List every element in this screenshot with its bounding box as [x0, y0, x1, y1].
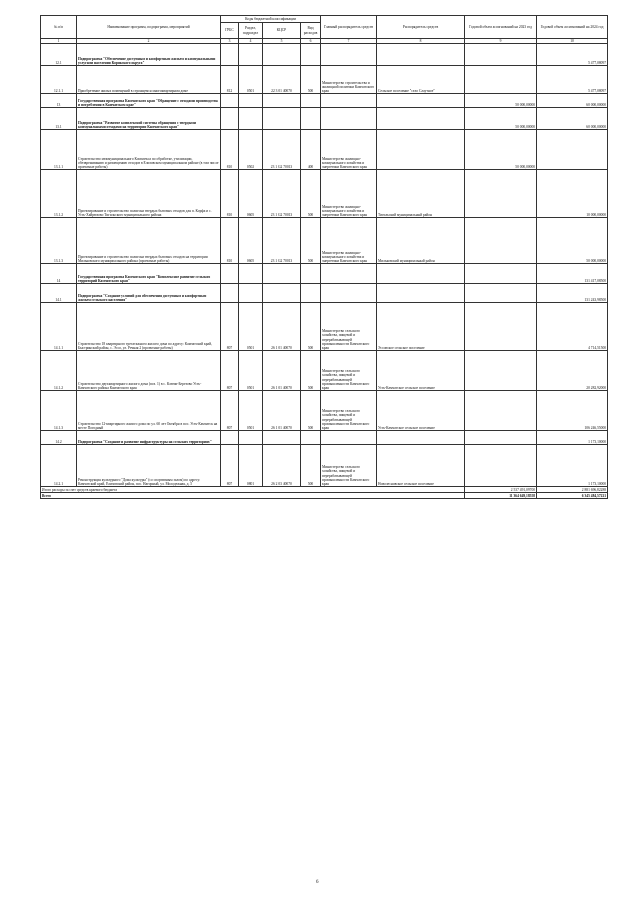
row-sum-2024: 60 000,00000	[537, 108, 608, 130]
row-recipient: Новолесновское сельское поселение	[377, 445, 465, 487]
row-admin: Министерство сельского хозяйства, пищевой и перерабатывающей промышленности Камчатского края	[321, 445, 377, 487]
row-num: 13	[41, 94, 77, 108]
table-row	[41, 94, 608, 108]
row-sum-2023	[465, 303, 537, 351]
row-sum-2024: 131 417,08500	[537, 264, 608, 284]
row-kvr	[301, 431, 321, 445]
row-name: Подпрограмма "Обеспечение доступным и комфортным жильем и коммунальными услугами населения Корякского округа"	[77, 44, 221, 66]
row-recipient	[377, 431, 465, 445]
row-sum-2023	[465, 391, 537, 431]
row-name: Государственная программа Камчатского края "Обращение с отходами производства и потребления в Камчатском крае"	[77, 94, 221, 108]
row-sum-2024: 4 714,51500	[537, 303, 608, 351]
row-sum-2023	[465, 431, 537, 445]
row-admin: Министерство жилищно-коммунального хозяйства и энергетики Камчатского края	[321, 130, 377, 170]
row-kcsr	[263, 44, 301, 66]
row-admin	[321, 108, 377, 130]
row-num: 13.1.2	[41, 170, 77, 218]
header-grbs: ГРБС	[221, 23, 239, 39]
column-number: 1	[41, 39, 77, 44]
row-sum-2024: 1 173,10000	[537, 445, 608, 487]
table-row	[41, 264, 608, 284]
row-grbs: 807	[221, 445, 239, 487]
row-sum-2024	[537, 130, 608, 170]
row-sum-2024: 50 000,00000	[537, 218, 608, 264]
column-number: 6	[301, 39, 321, 44]
row-admin	[321, 431, 377, 445]
row-admin	[321, 264, 377, 284]
row-admin: Министерство сельского хозяйства, пищевой и перерабатывающей промышленности Камчатского края	[321, 391, 377, 431]
header-admin: Главный распорядитель средств	[321, 16, 377, 39]
row-kvr: 500	[301, 303, 321, 351]
row-kcsr	[263, 264, 301, 284]
row-sum-2024: 20 282,92000	[537, 351, 608, 391]
header-sum-2024: Годовой объем ассигнований на 2024 год	[537, 16, 608, 39]
header-section: Раздел, подраздел	[239, 23, 263, 39]
row-section: 0501	[239, 303, 263, 351]
row-num: 14.2	[41, 431, 77, 445]
header-recipient: Распорядитель средств	[377, 16, 465, 39]
row-recipient	[377, 44, 465, 66]
row-name: Проектирование и строительство полигона твердых бытовых отходов на территории Мильковского муниципального района (проектные работы)	[77, 218, 221, 264]
row-sum-2023	[465, 351, 537, 391]
row-section: 0502	[239, 130, 263, 170]
row-num: 14	[41, 264, 77, 284]
page-number: 6	[316, 880, 319, 885]
row-sum-2024: 5 477,08097	[537, 44, 608, 66]
subtotal-sum-2023: 2 537 491,09700	[465, 487, 537, 493]
row-sum-2023	[465, 445, 537, 487]
row-admin	[321, 284, 377, 303]
row-section	[239, 284, 263, 303]
row-recipient: Усть-Камчатское сельское поселение	[377, 391, 465, 431]
header-name: Наименование программ, подпрограмм, мероприятий	[77, 16, 221, 39]
row-sum-2023: 50 000,00000	[465, 94, 537, 108]
row-name: Строительство межмуниципального Комплекса по обработке, утилизации, обезвреживанию и размещению отходов в Елизовском муниципальном районе (в том числе проектные работы)	[77, 130, 221, 170]
row-name: Подпрограмма "Создание условий для обеспечения доступным и комфортным жильем сельского населения"	[77, 284, 221, 303]
row-name: Государственная программа Камчатского края "Комплексное развитие сельских территорий Камчатского края"	[77, 264, 221, 284]
row-kcsr	[263, 431, 301, 445]
row-grbs	[221, 431, 239, 445]
total-sum-2024: 6 345 484,57221	[537, 493, 608, 499]
row-sum-2023	[465, 264, 537, 284]
row-num: 13.1.3	[41, 218, 77, 264]
row-sum-2024: 131 243,98500	[537, 284, 608, 303]
row-kcsr: 23 1 G2 70013	[263, 130, 301, 170]
row-kvr: 500	[301, 66, 321, 94]
row-grbs: 810	[221, 130, 239, 170]
row-section: 0605	[239, 170, 263, 218]
row-grbs: 812	[221, 66, 239, 94]
total-sum-2023: 11 364 649,18558	[465, 493, 537, 499]
table-row	[41, 108, 608, 130]
row-section: 0501	[239, 351, 263, 391]
row-grbs	[221, 94, 239, 108]
row-grbs	[221, 264, 239, 284]
row-name: Реконструкция культурного "Дома культуры" (со спортивным залом) по адресу: Камчатский край, Елизовский район, пос. Нагорный, ул. Молодежная, д. 5	[77, 445, 221, 487]
row-kvr: 400	[301, 130, 321, 170]
row-section	[239, 108, 263, 130]
column-number: 8	[377, 39, 465, 44]
row-num: 14.1.3	[41, 391, 77, 431]
column-number: 5	[263, 39, 301, 44]
row-num: 14.1.2	[41, 351, 77, 391]
row-kvr: 500	[301, 351, 321, 391]
row-name: Проектирование и строительство полигона твердых бытовых отходов для п. Корфа и с. Усть-Хайрюзово Тигильского муниципального района	[77, 170, 221, 218]
header-num: № п/п	[41, 16, 77, 39]
row-recipient	[377, 108, 465, 130]
row-sum-2023	[465, 284, 537, 303]
budget-table	[40, 15, 608, 499]
row-sum-2023: 50 000,00000	[465, 108, 537, 130]
header-codes: Коды бюджетной классификации	[221, 16, 321, 23]
row-section	[239, 431, 263, 445]
row-recipient	[377, 284, 465, 303]
row-section	[239, 94, 263, 108]
row-kvr: 500	[301, 218, 321, 264]
row-sum-2024: 1 173,10000	[537, 431, 608, 445]
row-kcsr: 22 3 01 40070	[263, 66, 301, 94]
row-kcsr: 26 1 01 40070	[263, 391, 301, 431]
row-sum-2023	[465, 66, 537, 94]
row-admin	[321, 94, 377, 108]
row-sum-2023	[465, 170, 537, 218]
row-recipient: Эссовское сельское поселение	[377, 303, 465, 351]
row-name: Строительство 18 квартирного трехэтажного жилого дома по адресу: Камчатский край, Быстринский район, с. Эссо, ул. Речная 2 (проектные работы)	[77, 303, 221, 351]
row-name: Строительство 12-квартирного жилого дома по ул. 60 лет Октября в пос. Усть-Камчатск на месте Погодный	[77, 391, 221, 431]
row-kcsr: 26 1 01 40070	[263, 303, 301, 351]
row-kvr	[301, 108, 321, 130]
row-admin: Министерство жилищно-коммунального хозяйства и энергетики Камчатского края	[321, 218, 377, 264]
row-kcsr: 23 1 G2 70013	[263, 170, 301, 218]
row-section	[239, 44, 263, 66]
row-section: 0501	[239, 391, 263, 431]
row-grbs	[221, 44, 239, 66]
row-kcsr	[263, 284, 301, 303]
total-row	[41, 493, 608, 499]
table-row	[41, 445, 608, 487]
row-recipient	[377, 264, 465, 284]
row-sum-2023	[465, 44, 537, 66]
row-admin: Министерство жилищно-коммунального хозяйства и энергетики Камчатского края	[321, 170, 377, 218]
row-num: 13.1.1	[41, 130, 77, 170]
header-kvr: Вид расходов	[301, 23, 321, 39]
row-section: 0605	[239, 218, 263, 264]
row-name: Подпрограмма "Создание и развитие инфраструктуры на сельских территориях"	[77, 431, 221, 445]
row-grbs	[221, 108, 239, 130]
table-row	[41, 66, 608, 94]
row-sum-2024: 5 477,08097	[537, 66, 608, 94]
row-admin: Министерство сельского хозяйства, пищевой и перерабатывающей промышленности Камчатского края	[321, 303, 377, 351]
row-grbs: 810	[221, 170, 239, 218]
row-grbs	[221, 284, 239, 303]
row-name: Строительство двухквартирного жилого дома (поз. 1) в с. Ключи-Березово Усть-Камчатского района Камчатского края	[77, 351, 221, 391]
subtotal-label: Итого расходы за счет средств краевого бюджета	[41, 487, 465, 493]
row-kvr	[301, 44, 321, 66]
row-sum-2024: 10 000,00000	[537, 170, 608, 218]
row-kvr: 500	[301, 391, 321, 431]
row-sum-2023: 50 000,00000	[465, 130, 537, 170]
row-admin	[321, 44, 377, 66]
row-recipient	[377, 130, 465, 170]
row-kvr: 500	[301, 170, 321, 218]
row-num: 14.1.1	[41, 303, 77, 351]
column-number: 10	[537, 39, 608, 44]
row-kvr	[301, 264, 321, 284]
column-number: 7	[321, 39, 377, 44]
table-row	[41, 170, 608, 218]
row-section: 0801	[239, 445, 263, 487]
row-kcsr	[263, 108, 301, 130]
row-num: 12.1	[41, 44, 77, 66]
table-row	[41, 284, 608, 303]
column-number: 3	[221, 39, 239, 44]
total-label: Всего	[41, 493, 465, 499]
row-sum-2024: 106 246,55000	[537, 391, 608, 431]
row-kcsr: 23 1 G2 70013	[263, 218, 301, 264]
row-recipient: Мильковский муниципальный район	[377, 218, 465, 264]
row-grbs: 807	[221, 391, 239, 431]
budget-sheet	[40, 15, 607, 499]
row-kvr	[301, 284, 321, 303]
table-row	[41, 44, 608, 66]
row-kvr	[301, 94, 321, 108]
row-num: 14.2.1	[41, 445, 77, 487]
row-grbs: 807	[221, 303, 239, 351]
table-row	[41, 431, 608, 445]
row-kcsr	[263, 94, 301, 108]
row-section	[239, 264, 263, 284]
row-kcsr: 26 2 03 40070	[263, 445, 301, 487]
row-grbs: 810	[221, 218, 239, 264]
table-row	[41, 351, 608, 391]
row-kcsr: 26 1 01 40070	[263, 351, 301, 391]
row-grbs: 807	[221, 351, 239, 391]
row-admin: Министерство строительства и жилищной политики Камчатского края	[321, 66, 377, 94]
row-sum-2024: 60 000,00000	[537, 94, 608, 108]
column-number: 2	[77, 39, 221, 44]
row-num: 14.1	[41, 284, 77, 303]
column-number: 9	[465, 39, 537, 44]
row-recipient: Усть-Камчатское сельское поселение	[377, 351, 465, 391]
column-number: 4	[239, 39, 263, 44]
row-num: 13.1	[41, 108, 77, 130]
row-sum-2023	[465, 218, 537, 264]
table-row	[41, 218, 608, 264]
row-name: Приобретение жилых помещений в строящемся многоквартирном доме	[77, 66, 221, 94]
subtotal-sum-2024: 2 881 696,82288	[537, 487, 608, 493]
header-sum-2023: Годовой объем ассигнований на 2023 год	[465, 16, 537, 39]
row-kvr: 500	[301, 445, 321, 487]
row-name: Подпрограмма "Развитие комплексной системы обращения с твердыми коммунальными отходами на территории Камчатского края"	[77, 108, 221, 130]
table-row	[41, 130, 608, 170]
row-num: 12.1.1	[41, 66, 77, 94]
row-recipient: Тигильский муниципальный район	[377, 170, 465, 218]
header-kcsr: КЦСР	[263, 23, 301, 39]
table-row	[41, 303, 608, 351]
row-recipient	[377, 94, 465, 108]
row-admin: Министерство сельского хозяйства, пищевой и перерабатывающей промышленности Камчатского края	[321, 351, 377, 391]
table-row	[41, 391, 608, 431]
row-recipient: Сельское поселение "село Слаутное"	[377, 66, 465, 94]
row-section: 0501	[239, 66, 263, 94]
